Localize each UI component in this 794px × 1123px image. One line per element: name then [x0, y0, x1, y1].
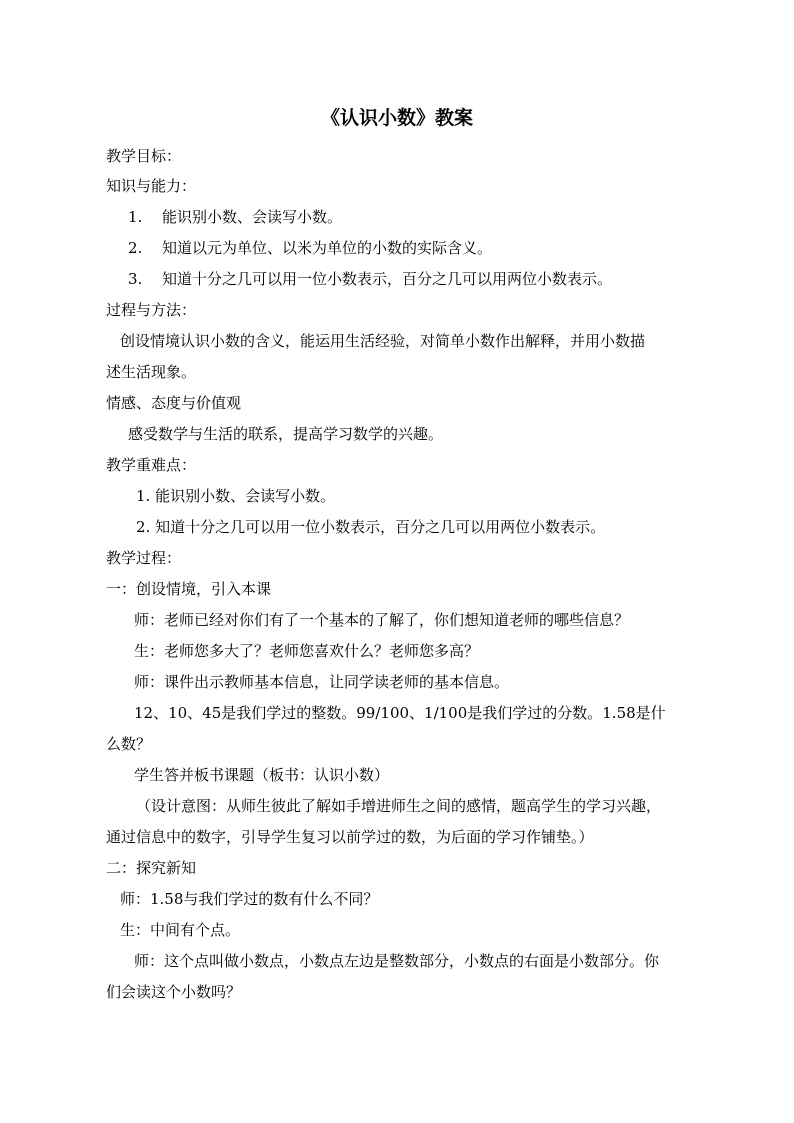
dialogue-line: 么数？ — [106, 735, 152, 753]
knowledge-item — [128, 207, 342, 227]
item-number: 3. — [128, 270, 143, 288]
process-heading: 过程与方法： — [106, 301, 197, 319]
item-number: 1. — [128, 208, 143, 226]
steps-heading: 教学过程： — [106, 549, 182, 567]
dialogue-line: 12、10、45是我们学过的整数。99/100、1/100是我们学过的分数。1.58是什 — [134, 704, 666, 722]
item-text: 知道十分之几可以用一位小数表示，百分之几可以用两位小数表示。 — [162, 270, 613, 288]
design-note-line: 通过信息中的数字，引导学生复习以前学过的数，为后面的学习作铺垫。） — [106, 828, 594, 846]
emotion-heading: 情感、态度与价值观 — [106, 394, 242, 412]
item-text: 能识别小数、会读写小数。 — [162, 208, 343, 226]
item-text: 知道以元为单位、以米为单位的小数的实际含义。 — [162, 239, 493, 257]
knowledge-heading: 知识与能力： — [106, 177, 197, 195]
step-one-heading: 一：创设情境，引入本课 — [106, 580, 272, 598]
dialogue-line: 师：这个点叫做小数点，小数点左边是整数部分，小数点的右面是小数部分。你 — [134, 952, 660, 970]
step-two-heading: 二：探究新知 — [106, 859, 197, 877]
knowledge-item — [128, 238, 492, 258]
key-points-heading: 教学重难点： — [106, 456, 197, 474]
dialogue-line: 学生答并板书课题（板书：认识小数） — [134, 766, 390, 784]
key-point-item: 2. 知道十分之几可以用一位小数表示，百分之几可以用两位小数表示。 — [136, 518, 606, 536]
knowledge-item — [128, 269, 612, 289]
goals-heading: 教学目标： — [106, 147, 182, 165]
process-paragraph-line: 创设情境认识小数的含义，能运用生活经验，对简单小数作出解释，并用小数描 — [120, 332, 646, 350]
key-point-item: 1. 能识别小数、会读写小数。 — [136, 487, 336, 505]
item-number: 2. — [128, 239, 143, 257]
dialogue-line: 师：老师已经对你们有了一个基本的了解了，你们想知道老师的哪些信息？ — [134, 611, 630, 629]
design-note-line: （设计意图：从师生彼此了解如手增进师生之间的感情，题高学生的学习兴趣， — [136, 797, 662, 815]
dialogue-line: 生：中间有个点。 — [120, 921, 241, 939]
dialogue-line: 们会读这个小数吗？ — [106, 983, 242, 1001]
dialogue-line: 生：老师您多大了？老师您喜欢什么？老师您多高？ — [134, 642, 480, 660]
dialogue-line: 师：1.58与我们学过的数有什么不同？ — [120, 890, 379, 908]
process-paragraph-line: 述生活现象。 — [106, 363, 197, 381]
dialogue-line: 师：课件出示教师基本信息，让同学读老师的基本信息。 — [134, 673, 510, 691]
emotion-text: 感受数学与生活的联系，提高学习数学的兴趣。 — [128, 425, 444, 443]
document-title: 《认识小数》教案 — [320, 107, 473, 129]
